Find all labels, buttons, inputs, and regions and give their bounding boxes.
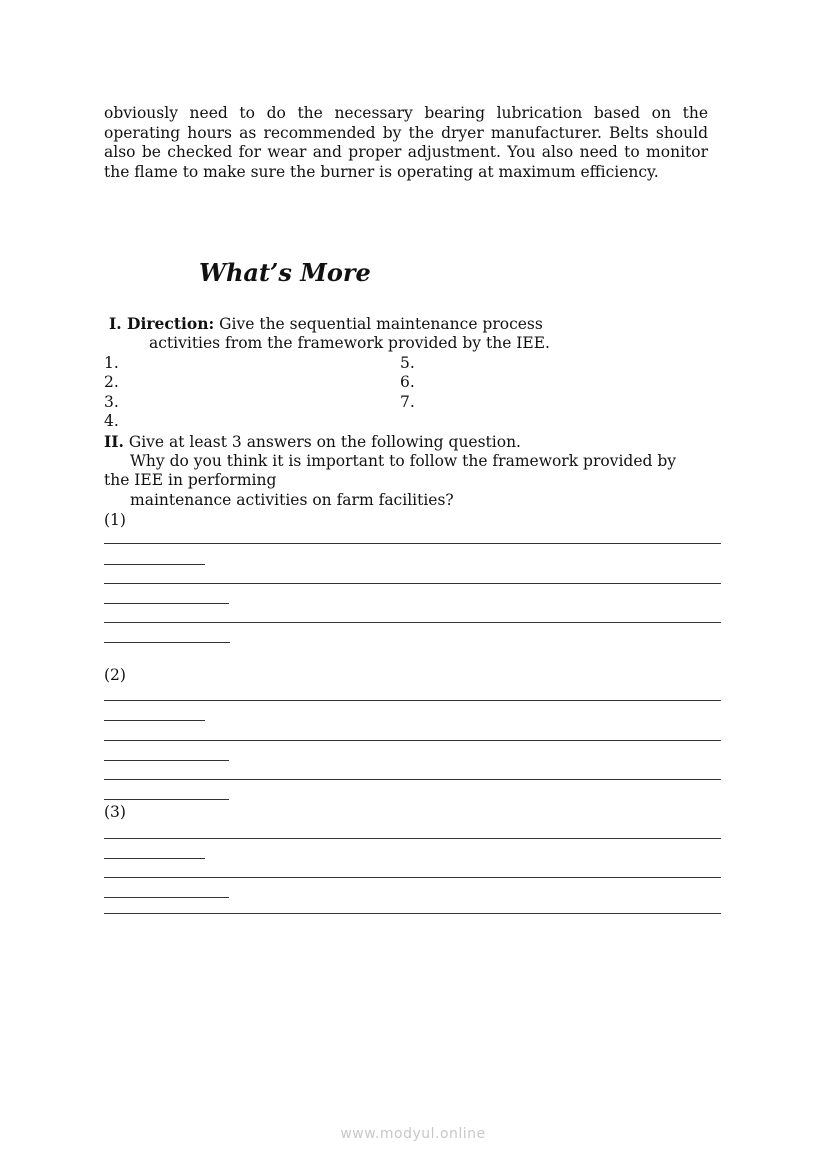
answer-2-line-2-continued[interactable]: [104, 760, 229, 761]
answer-2-line-2[interactable]: [104, 740, 721, 741]
answer-1-line-2[interactable]: [104, 583, 721, 584]
part2-direction: [104, 432, 521, 453]
intro-paragraph: obviously need to do the necessary bearing lubrication based on the operating hours as recommended by the dryer manufacturer. Belts should also be checked for wear and proper adjustment. You also need to monitor the flame to make sure the burner is operating at maximum efficiency.: [104, 104, 708, 182]
answer-2-line-3[interactable]: [104, 779, 721, 780]
answer-3-line-2[interactable]: [104, 877, 721, 878]
answer-slot-2: 2.: [104, 373, 119, 391]
answer-1-line-1-continued[interactable]: [104, 564, 205, 565]
answer-2-line-1-continued[interactable]: [104, 720, 205, 721]
answer-slot-7: 7.: [400, 393, 415, 411]
part2-text: Give at least 3 answers on the following question.: [123, 433, 521, 451]
answer-label-1: (1): [104, 511, 126, 529]
answer-1-line-3-continued[interactable]: [104, 642, 230, 643]
answer-3-line-1[interactable]: [104, 838, 721, 839]
section-heading: What’s More: [199, 258, 371, 287]
answer-3-line-2-continued[interactable]: [104, 897, 229, 898]
answer-label-2: (2): [104, 666, 126, 684]
answer-2-line-1[interactable]: [104, 700, 721, 701]
part2-label: II.: [104, 432, 124, 451]
answer-2-line-3-continued[interactable]: [104, 799, 229, 800]
part1-direction: [109, 314, 543, 335]
answer-slot-4: 4.: [104, 412, 119, 430]
answer-slot-5: 5.: [400, 354, 415, 372]
watermark: www.modyul.online: [340, 1126, 486, 1142]
answer-label-3: (3): [104, 803, 126, 821]
answer-1-line-3[interactable]: [104, 622, 721, 623]
answer-slot-6: 6.: [400, 373, 415, 391]
part1-label: I. Direction:: [109, 314, 215, 333]
question-line-2: the IEE in performing: [104, 471, 277, 489]
answer-3-line-3[interactable]: [104, 913, 721, 914]
answer-1-line-1[interactable]: [104, 543, 721, 544]
question-line-3: maintenance activities on farm facilities?: [130, 491, 454, 509]
question-line-1: Why do you think it is important to follow the framework provided by: [130, 452, 677, 470]
answer-1-line-2-continued[interactable]: [104, 603, 229, 604]
answer-slot-3: 3.: [104, 393, 119, 411]
answer-3-line-1-continued[interactable]: [104, 858, 205, 859]
answer-slot-1: 1.: [104, 354, 119, 372]
part1-text-line1: Give the sequential maintenance process: [214, 315, 543, 333]
part1-text-line2: activities from the framework provided by the IEE.: [149, 334, 550, 352]
